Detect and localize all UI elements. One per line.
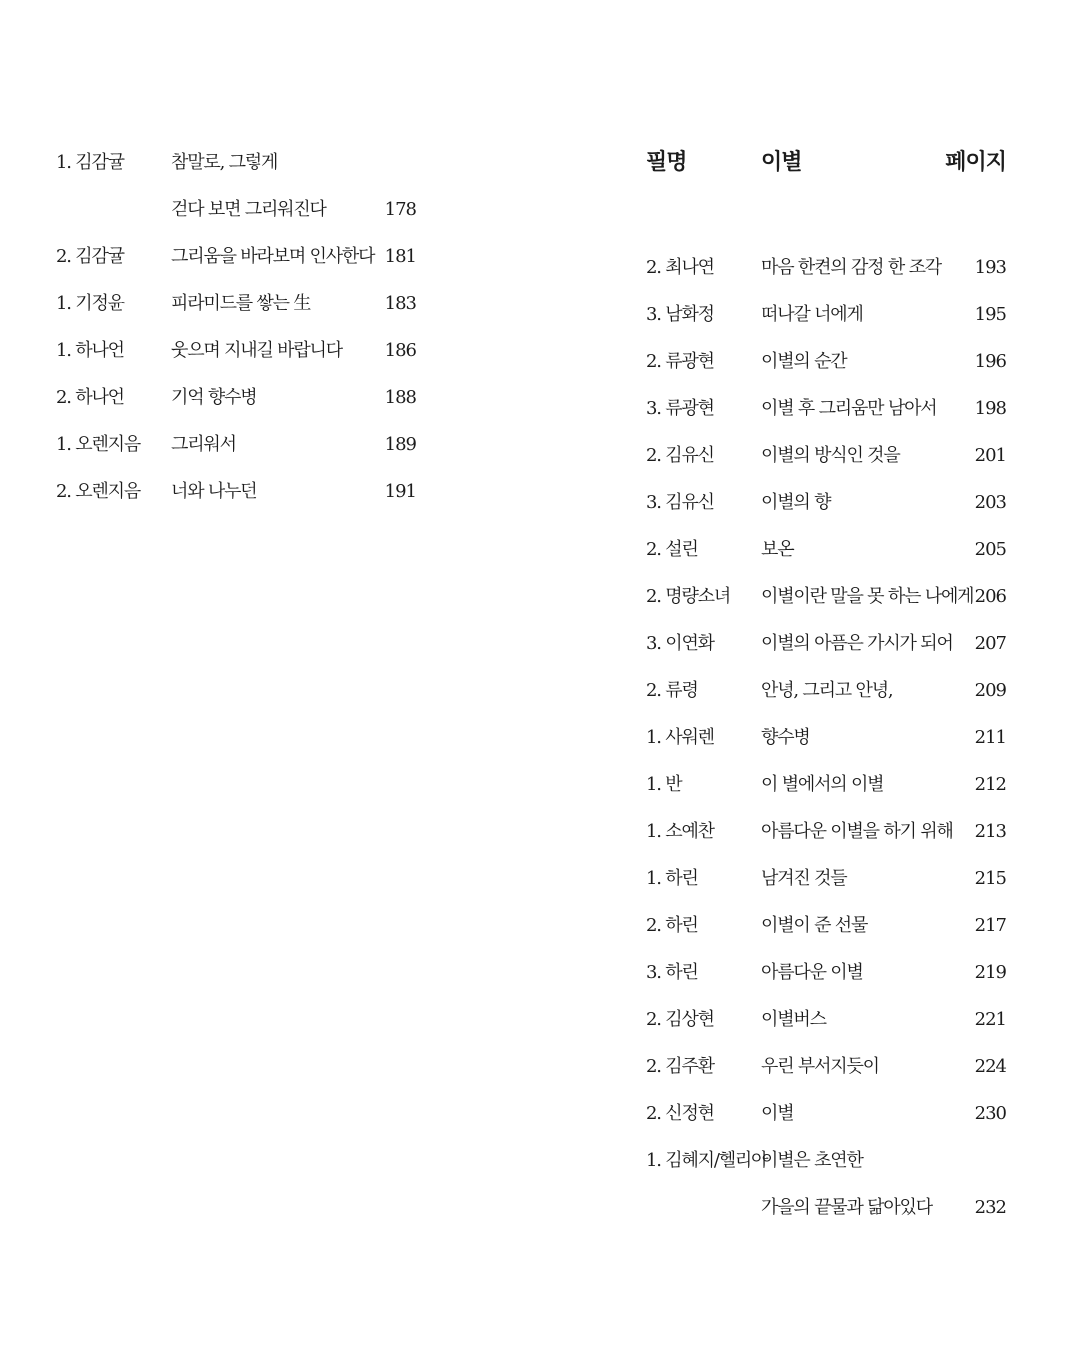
entry-title: 이별의 아픔은 가시가 되어 bbox=[761, 633, 953, 654]
entry-page: 224 bbox=[974, 1056, 1006, 1077]
toc-entry bbox=[646, 1184, 1006, 1231]
toc-entry bbox=[56, 327, 416, 374]
entry-author: 2. 오렌지음 bbox=[56, 481, 141, 502]
toc-entry bbox=[646, 432, 1006, 479]
entry-title: 이별의 방식인 것을 bbox=[761, 445, 900, 466]
entry-page: 215 bbox=[974, 868, 1006, 889]
entry-title: 피라미드를 쌓는 生 bbox=[171, 293, 311, 314]
entry-title: 걷다 보면 그리워진다 bbox=[171, 199, 326, 220]
entry-title: 기억 향수병 bbox=[171, 387, 257, 408]
entry-title: 마음 한켠의 감정 한 조각 bbox=[761, 257, 941, 278]
entry-title: 이별 후 그리움만 남아서 bbox=[761, 398, 937, 419]
header-section-title: 이별 bbox=[761, 149, 802, 175]
entry-page: 203 bbox=[974, 492, 1006, 513]
toc-entry bbox=[56, 186, 416, 233]
entry-author: 2. 최나연 bbox=[646, 257, 714, 278]
entry-page: 217 bbox=[974, 915, 1006, 936]
entry-page: 188 bbox=[384, 387, 416, 408]
entry-title: 참말로, 그렇게 bbox=[171, 152, 278, 173]
toc-entry bbox=[646, 620, 1006, 667]
toc-entry bbox=[646, 667, 1006, 714]
entry-title: 이별의 향 bbox=[761, 492, 831, 513]
toc-entry bbox=[646, 479, 1006, 526]
toc-entry bbox=[56, 233, 416, 280]
entry-author: 3. 이연화 bbox=[646, 633, 714, 654]
header-page: 페이지 bbox=[945, 149, 1006, 175]
entry-page: 206 bbox=[974, 586, 1006, 607]
entry-page: 207 bbox=[974, 633, 1006, 654]
toc-entry bbox=[646, 1090, 1006, 1137]
entry-title: 향수병 bbox=[761, 727, 810, 748]
entry-title: 그리워서 bbox=[171, 434, 236, 455]
entry-author: 3. 김유신 bbox=[646, 492, 714, 513]
entry-title: 이별은 초연한 bbox=[761, 1150, 863, 1171]
entry-author: 2. 류광현 bbox=[646, 351, 714, 372]
entry-title: 아름다운 이별을 하기 위해 bbox=[761, 821, 953, 842]
entry-author: 2. 신정현 bbox=[646, 1103, 714, 1124]
entry-author: 2. 명량소녀 bbox=[646, 586, 731, 607]
toc-entry bbox=[646, 808, 1006, 855]
toc-entry bbox=[56, 374, 416, 421]
entry-title: 그리움을 바라보며 인사한다 bbox=[171, 246, 375, 267]
entry-title: 남겨진 것들 bbox=[761, 868, 847, 889]
entry-title: 가을의 끝물과 닮아있다 bbox=[761, 1197, 932, 1218]
entry-title: 아름다운 이별 bbox=[761, 962, 863, 983]
entry-author: 2. 류령 bbox=[646, 680, 698, 701]
entry-page: 186 bbox=[384, 340, 416, 361]
entry-author: 2. 하나언 bbox=[56, 387, 124, 408]
entry-page: 201 bbox=[974, 445, 1006, 466]
entry-page: 178 bbox=[384, 199, 416, 220]
entry-page: 193 bbox=[974, 257, 1006, 278]
entry-page: 189 bbox=[384, 434, 416, 455]
entry-page: 212 bbox=[974, 774, 1006, 795]
toc-entry bbox=[56, 280, 416, 327]
entry-author: 2. 설린 bbox=[646, 539, 698, 560]
toc-entry bbox=[646, 855, 1006, 902]
entry-title: 이별이 준 선물 bbox=[761, 915, 868, 936]
entry-author: 1. 소예찬 bbox=[646, 821, 714, 842]
entry-page: 219 bbox=[974, 962, 1006, 983]
entry-page: 230 bbox=[974, 1103, 1006, 1124]
toc-entry bbox=[646, 338, 1006, 385]
entry-author: 1. 반 bbox=[646, 774, 682, 795]
toc-entry bbox=[56, 468, 416, 515]
entry-author: 1. 김감귤 bbox=[56, 152, 124, 173]
entry-title: 이별 bbox=[761, 1103, 794, 1124]
entry-page: 205 bbox=[974, 539, 1006, 560]
entry-author: 2. 하린 bbox=[646, 915, 698, 936]
toc-right-column bbox=[646, 139, 1006, 1231]
entry-author: 3. 하린 bbox=[646, 962, 698, 983]
entry-title: 이별이란 말을 못 하는 나에게 bbox=[761, 586, 974, 607]
toc-entry bbox=[646, 902, 1006, 949]
entry-author: 3. 남화정 bbox=[646, 304, 714, 325]
toc-left-column bbox=[56, 139, 416, 515]
entry-page: 211 bbox=[974, 727, 1006, 748]
entry-page: 195 bbox=[974, 304, 1006, 325]
entry-page: 191 bbox=[384, 481, 416, 502]
toc-entry bbox=[646, 573, 1006, 620]
header-author: 필명 bbox=[646, 149, 687, 175]
toc-entry bbox=[646, 1043, 1006, 1090]
entry-author: 1. 오렌지음 bbox=[56, 434, 141, 455]
entry-page: 221 bbox=[974, 1009, 1006, 1030]
toc-entry bbox=[646, 526, 1006, 573]
entry-author: 1. 하나언 bbox=[56, 340, 124, 361]
toc-entry bbox=[646, 1137, 1006, 1184]
toc-entry bbox=[646, 996, 1006, 1043]
entry-title: 떠나갈 너에게 bbox=[761, 304, 863, 325]
entry-title: 이 별에서의 이별 bbox=[761, 774, 884, 795]
entry-title: 이별버스 bbox=[761, 1009, 826, 1030]
section-header bbox=[646, 139, 1006, 186]
entry-author: 2. 김감귤 bbox=[56, 246, 124, 267]
entry-title: 웃으며 지내길 바랍니다 bbox=[171, 340, 342, 361]
toc-entry bbox=[646, 714, 1006, 761]
entry-title: 보온 bbox=[761, 539, 794, 560]
entry-author: 2. 김유신 bbox=[646, 445, 714, 466]
entry-author: 1. 김혜지/헬리아 bbox=[646, 1150, 768, 1171]
entry-author: 1. 기정윤 bbox=[56, 293, 124, 314]
entry-title: 이별의 순간 bbox=[761, 351, 847, 372]
entry-author: 1. 사워렌 bbox=[646, 727, 714, 748]
toc-entry bbox=[646, 244, 1006, 291]
toc-entry bbox=[646, 761, 1006, 808]
entry-title: 너와 나누던 bbox=[171, 481, 257, 502]
toc-entry bbox=[646, 385, 1006, 432]
toc-entry bbox=[646, 949, 1006, 996]
entry-author: 3. 류광현 bbox=[646, 398, 714, 419]
entry-title: 안녕, 그리고 안녕, bbox=[761, 680, 893, 701]
entry-title: 우린 부서지듯이 bbox=[761, 1056, 879, 1077]
entry-author: 2. 김주환 bbox=[646, 1056, 714, 1077]
toc-entry bbox=[56, 139, 416, 186]
entry-page: 198 bbox=[974, 398, 1006, 419]
entry-page: 213 bbox=[974, 821, 1006, 842]
entry-author: 2. 김상현 bbox=[646, 1009, 714, 1030]
toc-entry bbox=[56, 421, 416, 468]
entry-page: 183 bbox=[384, 293, 416, 314]
entry-page: 209 bbox=[974, 680, 1006, 701]
entry-page: 232 bbox=[974, 1197, 1006, 1218]
toc-entry bbox=[646, 291, 1006, 338]
entry-author: 1. 하린 bbox=[646, 868, 698, 889]
entry-page: 196 bbox=[974, 351, 1006, 372]
entry-page: 181 bbox=[384, 246, 416, 267]
